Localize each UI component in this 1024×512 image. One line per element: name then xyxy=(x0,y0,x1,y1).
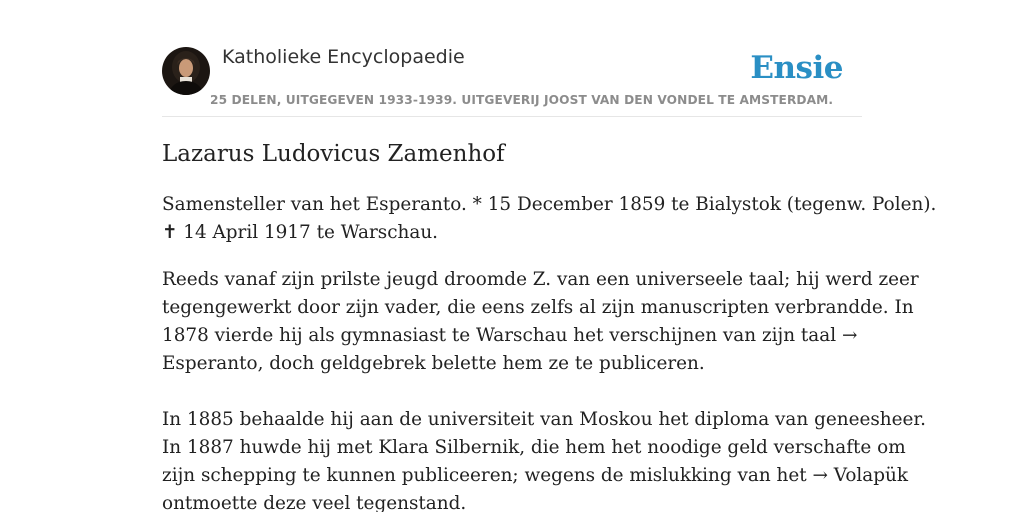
publication-title[interactable]: Katholieke Encyclopaedie xyxy=(222,46,465,68)
article-paragraph-2 xyxy=(162,406,927,512)
article-title: Lazarus Ludovicus Zamenhof xyxy=(162,141,505,167)
paragraph-line: ontmoette deze veel tegenstand. xyxy=(162,493,467,512)
article-intro xyxy=(162,191,937,247)
publication-avatar[interactable] xyxy=(162,47,210,95)
site-header xyxy=(162,46,862,117)
paragraph-line: zijn schepping te kunnen publiceeren; wegens de mislukking van het → Volapük xyxy=(162,465,909,486)
article xyxy=(162,138,937,512)
paragraph-line: Esperanto, doch geldgebrek belette hem ze te publiceren. xyxy=(162,353,705,374)
ensie-logo-link[interactable]: Ensie xyxy=(750,50,843,86)
portrait-avatar-icon xyxy=(162,47,210,95)
paragraph-line: tegengewerkt door zijn vader, die eens zelfs al zijn manuscripten verbrandde. In xyxy=(162,297,914,318)
article-paragraph-1 xyxy=(162,266,919,378)
paragraph-line: In 1885 behaalde hij aan de universiteit van Moskou het diploma van geneesheer. xyxy=(162,409,927,430)
paragraph-line: 1878 vierde hij als gymnasiast te Warschau het verschijnen van zijn taal → xyxy=(162,325,858,346)
intro-line: ✝ 14 April 1917 te Warschau. xyxy=(162,222,439,243)
intro-line: Samensteller van het Esperanto. * 15 December 1859 te Bialystok (tegenw. Polen). xyxy=(162,194,937,215)
paragraph-line: In 1887 huwde hij met Klara Silbernik, die hem het noodige geld verschafte om xyxy=(162,437,906,458)
publication-meta: 25 DELEN, UITGEGEVEN 1933-1939. UITGEVERIJ JOOST VAN DEN VONDEL TE AMSTERDAM. xyxy=(210,93,834,107)
paragraph-line: Reeds vanaf zijn prilste jeugd droomde Z. van een universeele taal; hij werd zeer xyxy=(162,269,919,290)
